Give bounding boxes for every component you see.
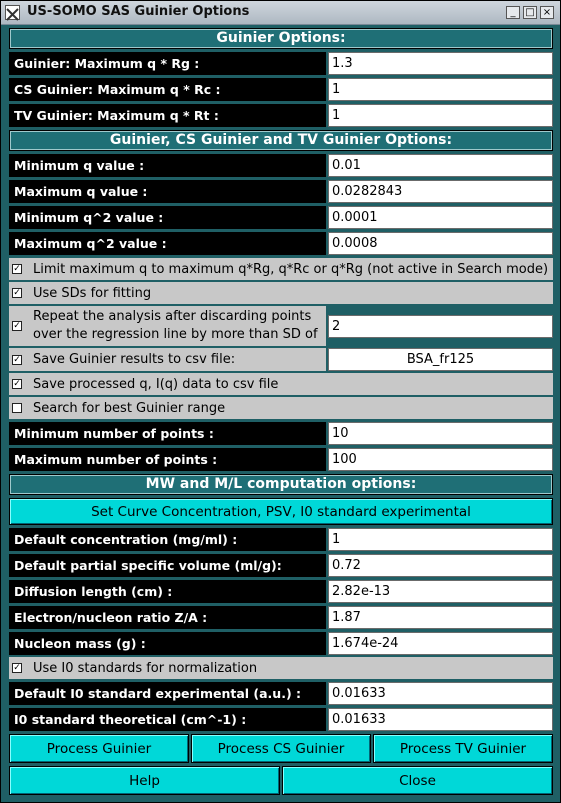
min-q-label: Minimum q value : (9, 154, 326, 177)
default-psv-label: Default partial specific volume (ml/g): (9, 554, 326, 577)
max-q-rc-input[interactable]: 1 (328, 78, 553, 101)
cs-tv-options-header: Guinier, CS Guinier and TV Guinier Options: (9, 130, 553, 151)
title-bar[interactable] (1, 1, 560, 25)
min-q2-input[interactable]: 0.0001 (328, 206, 553, 229)
x-window-icon[interactable] (5, 5, 20, 20)
process-cs-guinier-button[interactable]: Process CS Guinier (191, 734, 371, 763)
max-q2-label: Maximum q^2 value : (9, 232, 326, 255)
max-q-rt-label: TV Guinier: Maximum q * Rt : (9, 104, 326, 127)
csv-filename-input[interactable]: BSA_fr125 (328, 348, 553, 371)
process-guinier-button[interactable]: Process Guinier (9, 734, 189, 763)
save-guinier-csv-checkbox[interactable]: ✓ (13, 354, 21, 365)
use-sds-row[interactable] (9, 282, 553, 304)
i0-theoretical-input[interactable]: 0.01633 (328, 708, 553, 731)
use-sds-checkbox[interactable]: ✓ (13, 288, 21, 298)
save-guinier-csv-row[interactable] (9, 348, 326, 371)
limit-max-q-checkbox[interactable]: ✓ (13, 264, 21, 274)
use-i0-standards-label: Use I0 standards for normalization (33, 660, 258, 676)
max-q-input[interactable]: 0.0282843 (328, 180, 553, 203)
close-button[interactable]: Close (282, 766, 553, 795)
mw-options-header: MW and M/L computation options: (9, 474, 553, 495)
nucleon-mass-label: Nucleon mass (g) : (9, 632, 326, 655)
max-points-input[interactable]: 100 (328, 448, 553, 471)
max-points-label: Maximum number of points : (9, 448, 326, 471)
repeat-analysis-checkbox[interactable]: ✓ (13, 321, 21, 331)
search-range-row[interactable] (9, 397, 553, 419)
minimize-button[interactable]: _ (506, 6, 520, 19)
use-i0-standards-checkbox[interactable]: ✓ (13, 663, 21, 673)
repeat-sd-input[interactable]: 2 (328, 315, 553, 338)
max-q-rg-input[interactable]: 1.3 (328, 52, 553, 75)
use-sds-label: Use SDs for fitting (33, 285, 152, 301)
repeat-analysis-label-line1: Repeat the analysis after discarding points (33, 309, 312, 324)
max-q2-input[interactable]: 0.0008 (328, 232, 553, 255)
i0-theoretical-label: I0 standard theoretical (cm^-1) : (9, 708, 326, 731)
guinier-options-header: Guinier Options: (9, 28, 553, 49)
save-guinier-csv-label: Save Guinier results to csv file: (33, 352, 236, 367)
electron-nucleon-ratio-input[interactable]: 1.87 (328, 606, 553, 629)
use-i0-standards-row[interactable] (9, 657, 553, 679)
i0-experimental-input[interactable]: 0.01633 (328, 682, 553, 705)
min-q2-label: Minimum q^2 value : (9, 206, 326, 229)
min-q-input[interactable]: 0.01 (328, 154, 553, 177)
nucleon-mass-input[interactable]: 1.674e-24 (328, 632, 553, 655)
limit-max-q-row[interactable] (9, 258, 553, 280)
max-q-rg-label: Guinier: Maximum q * Rg : (9, 52, 326, 75)
repeat-analysis-row[interactable] (9, 306, 326, 346)
search-range-checkbox[interactable] (12, 403, 22, 413)
default-psv-input[interactable]: 0.72 (328, 554, 553, 577)
set-curve-concentration-button[interactable]: Set Curve Concentration, PSV, I0 standard experimental (9, 498, 553, 525)
default-concentration-input[interactable]: 1 (328, 528, 553, 551)
max-q-rc-label: CS Guinier: Maximum q * Rc : (9, 78, 326, 101)
search-range-label: Search for best Guinier range (33, 400, 226, 416)
save-processed-checkbox[interactable]: ✓ (13, 379, 21, 389)
min-points-input[interactable]: 10 (328, 422, 553, 445)
max-q-label: Maximum q value : (9, 180, 326, 203)
maximize-button[interactable]: □ (523, 6, 537, 19)
save-processed-label: Save processed q, I(q) data to csv file (33, 376, 279, 392)
process-tv-guinier-button[interactable]: Process TV Guinier (373, 734, 553, 763)
limit-max-q-label: Limit maximum q to maximum q*Rg, q*Rc or q*Rg (not active in Search mode) (33, 261, 549, 277)
diffusion-length-input[interactable]: 2.82e-13 (328, 580, 553, 603)
electron-nucleon-ratio-label: Electron/nucleon ratio Z/A : (9, 606, 326, 629)
window-title: US-SOMO SAS Guinier Options (27, 4, 250, 19)
save-processed-row[interactable] (9, 373, 553, 395)
close-window-button[interactable]: × (540, 6, 554, 19)
help-button[interactable]: Help (9, 766, 280, 795)
i0-experimental-label: Default I0 standard experimental (a.u.) : (9, 682, 326, 705)
min-points-label: Minimum number of points : (9, 422, 326, 445)
repeat-analysis-label-line2: over the regression line by more than SD of (33, 327, 318, 342)
diffusion-length-label: Diffusion length (cm) : (9, 580, 326, 603)
default-concentration-label: Default concentration (mg/ml) : (9, 528, 326, 551)
max-q-rt-input[interactable]: 1 (328, 104, 553, 127)
